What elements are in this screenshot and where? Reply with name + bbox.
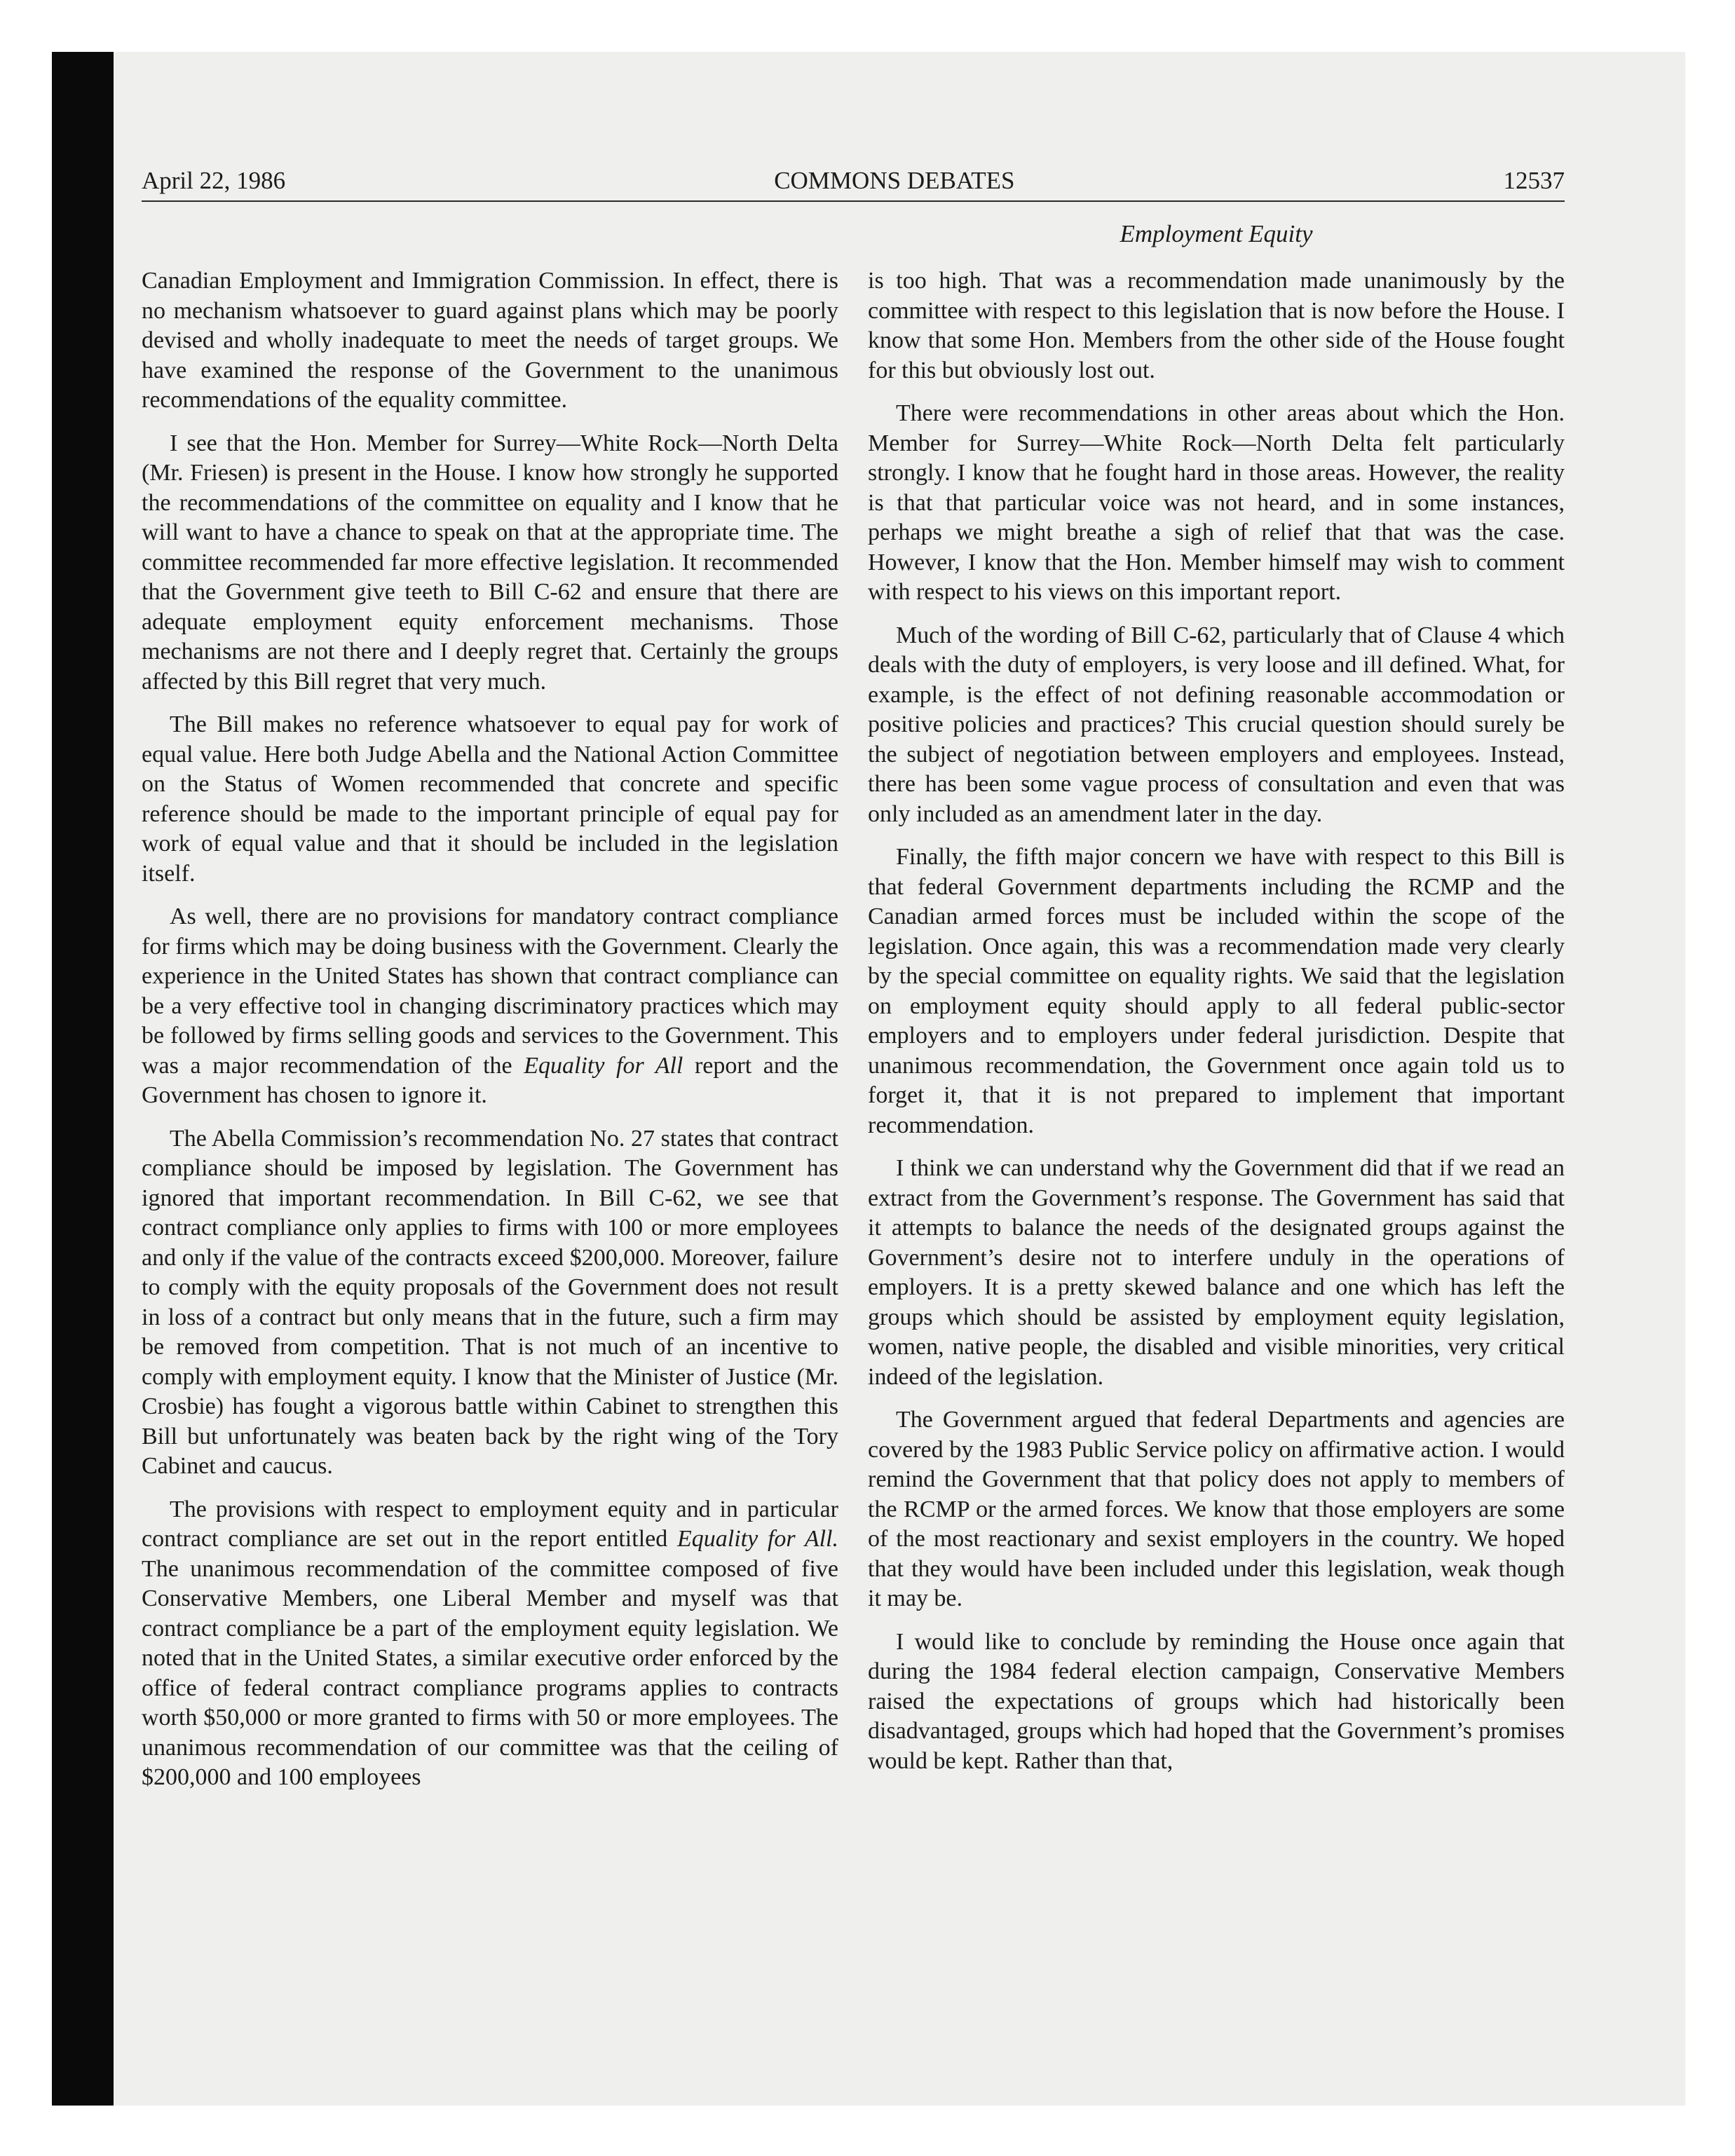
paragraph-text: As well, there are no provisions for mandatory contract compliance for firms which may be doing business with the Government. Clearly the experience in the United States has shown that contract compliance can be a very effective tool in changing discriminatory practices which may be followed by firms selling goods and services to the Government. This was a major recommendation of the xyxy=(142,903,838,1079)
header-rule xyxy=(142,200,1565,202)
header-page-number: 12537 xyxy=(1503,167,1565,194)
report-title: Equality for All. xyxy=(677,1526,838,1552)
paragraph: Much of the wording of Bill C-62, particularly that of Clause 4 which deals with the duty of employers, is very loose and ill defined. What, for example, is the effect of not defining reasonable accommodation or positive policies and practices? This crucial question should surely be the subject of negotiation between employers and employees. Instead, there has been some vague process of consultation and even that was only included as an amendment later in the day. xyxy=(868,622,1565,827)
paragraph-text: The provisions with respect to employment equity and in particular contract compliance are set out in the report entitled xyxy=(142,1496,838,1552)
paragraph xyxy=(142,1495,838,1793)
header-publication: COMMONS DEBATES xyxy=(774,167,1015,194)
running-head: Employment Equity xyxy=(1120,220,1313,247)
paragraph: Finally, the fifth major concern we have with respect to this Bill is that federal Government departments including the RCMP and the Canadian armed forces must be included within the scope of the legislation. Once again, this was a recommendation made very clearly by the special committee on equality rights. We said that the legislation on employment equity should apply to all federal public-sector employers and to employers under federal jurisdiction. Despite that unanimous recommendation, the Government once again told us to forget it, that it is not prepared to implement that important recommendation. xyxy=(868,844,1565,1138)
paragraph: I would like to conclude by reminding the House once again that during the 1984 federal election campaign, Conservative Members raised the expectations of groups which had historically been disadvantaged, groups which had hoped that the Government’s promises would be kept. Rather than that, xyxy=(868,1628,1565,1774)
paragraph-text: report and the Government has chosen to ignore it. xyxy=(142,1052,838,1108)
left-column xyxy=(142,266,838,1806)
report-title: Equality for All xyxy=(524,1052,683,1079)
paragraph-text: The unanimous recommendation of the committee composed of five Conservative Members, one Liberal Member and myself was that contract compliance be a part of the employment equity legislation. We noted that in the United States, a similar executive order enforced by the office of federal contract compliance programs applies to contracts worth $50,000 or more granted to firms with 50 or more employees. The unanimous recommendation of our committee was that the ceiling of $200,000 and 100 employees xyxy=(142,1555,838,1790)
page-header xyxy=(142,167,1565,195)
paragraph: The Bill makes no reference whatsoever to equal pay for work of equal value. Here both Judge Abella and the National Action Committee on the Status of Women recommended that concrete and specific reference should be made to the important principle of equal pay for work of equal value and that it should be included in the legislation itself. xyxy=(142,711,838,887)
paragraph: There were recommendations in other areas about which the Hon. Member for Surrey—White Rock—North Delta felt particularly strongly. I know that he fought hard in those areas. However, the reality is that that particular voice was not heard, and in some instances, perhaps we might breathe a sigh of relief that that was the case. However, I know that the Hon. Member himself may wish to comment with respect to his views on this important report. xyxy=(868,400,1565,605)
header-date: April 22, 1986 xyxy=(142,167,286,194)
paragraph: The Abella Commission’s recommendation No. 27 states that contract compliance should be imposed by legislation. The Government has ignored that important recommendation. In Bill C-62, we see that contract compliance only applies to firms with 100 or more employees and only if the value of the contracts exceed $200,000. Moreover, failure to comply with the equity proposals of the Government does not result in loss of a contract but only means that in the future, such a firm may be removed from competition. That is not much of an incentive to comply with employment equity. I know that the Minister of Justice (Mr. Crosbie) has fought a vigorous battle within Cabinet to strengthen this Bill but unfortunately was beaten back by the right wing of the Tory Cabinet and caucus. xyxy=(142,1125,838,1479)
right-column xyxy=(868,266,1565,1789)
paragraph xyxy=(142,902,838,1111)
paragraph: is too high. That was a recommendation made unanimously by the committee with respect to this legislation that is now before the House. I know that some Hon. Members from the other side of the House fought for this but obviously lost out. xyxy=(868,268,1565,383)
paragraph: The Government argued that federal Departments and agencies are covered by the 1983 Public Service policy on affirmative action. I would remind the Government that that policy does not apply to members of the RCMP or the armed forces. We know that those employers are some of the most reactionary and sexist employers in the country. We hoped that they would have been included under this legislation, weak though it may be. xyxy=(868,1407,1565,1611)
paragraph: I think we can understand why the Government did that if we read an extract from the Government’s response. The Government has said that it attempts to balance the needs of the designated groups against the Government’s desire not to interfere unduly in the operations of employers. It is a pretty skewed balance and one which has left the groups which should be assisted by employment equity legislation, women, native people, the disabled and visible minorities, very critical indeed of the legislation. xyxy=(868,1155,1565,1390)
paragraph: I see that the Hon. Member for Surrey—White Rock—North Delta (Mr. Friesen) is present in the House. I know how strongly he supported the recommendations of the committee on equality and I know that he will want to have a chance to speak on that at the appropriate time. The committee recommended far more effective legislation. It recommended that the Government give teeth to Bill C-62 and ensure that there are adequate employment equity enforcement mechanisms. Those mechanisms are not there and I deeply regret that. Certainly the groups affected by this Bill regret that very much. xyxy=(142,430,838,695)
paragraph: Canadian Employment and Immigration Commission. In effect, there is no mechanism whatsoever to guard against plans which may be poorly devised and wholly inadequate to meet the needs of target groups. We have examined the response of the Government to the unanimous recommendations of the equality committee. xyxy=(142,268,838,413)
scan-binding-edge xyxy=(52,52,114,2106)
